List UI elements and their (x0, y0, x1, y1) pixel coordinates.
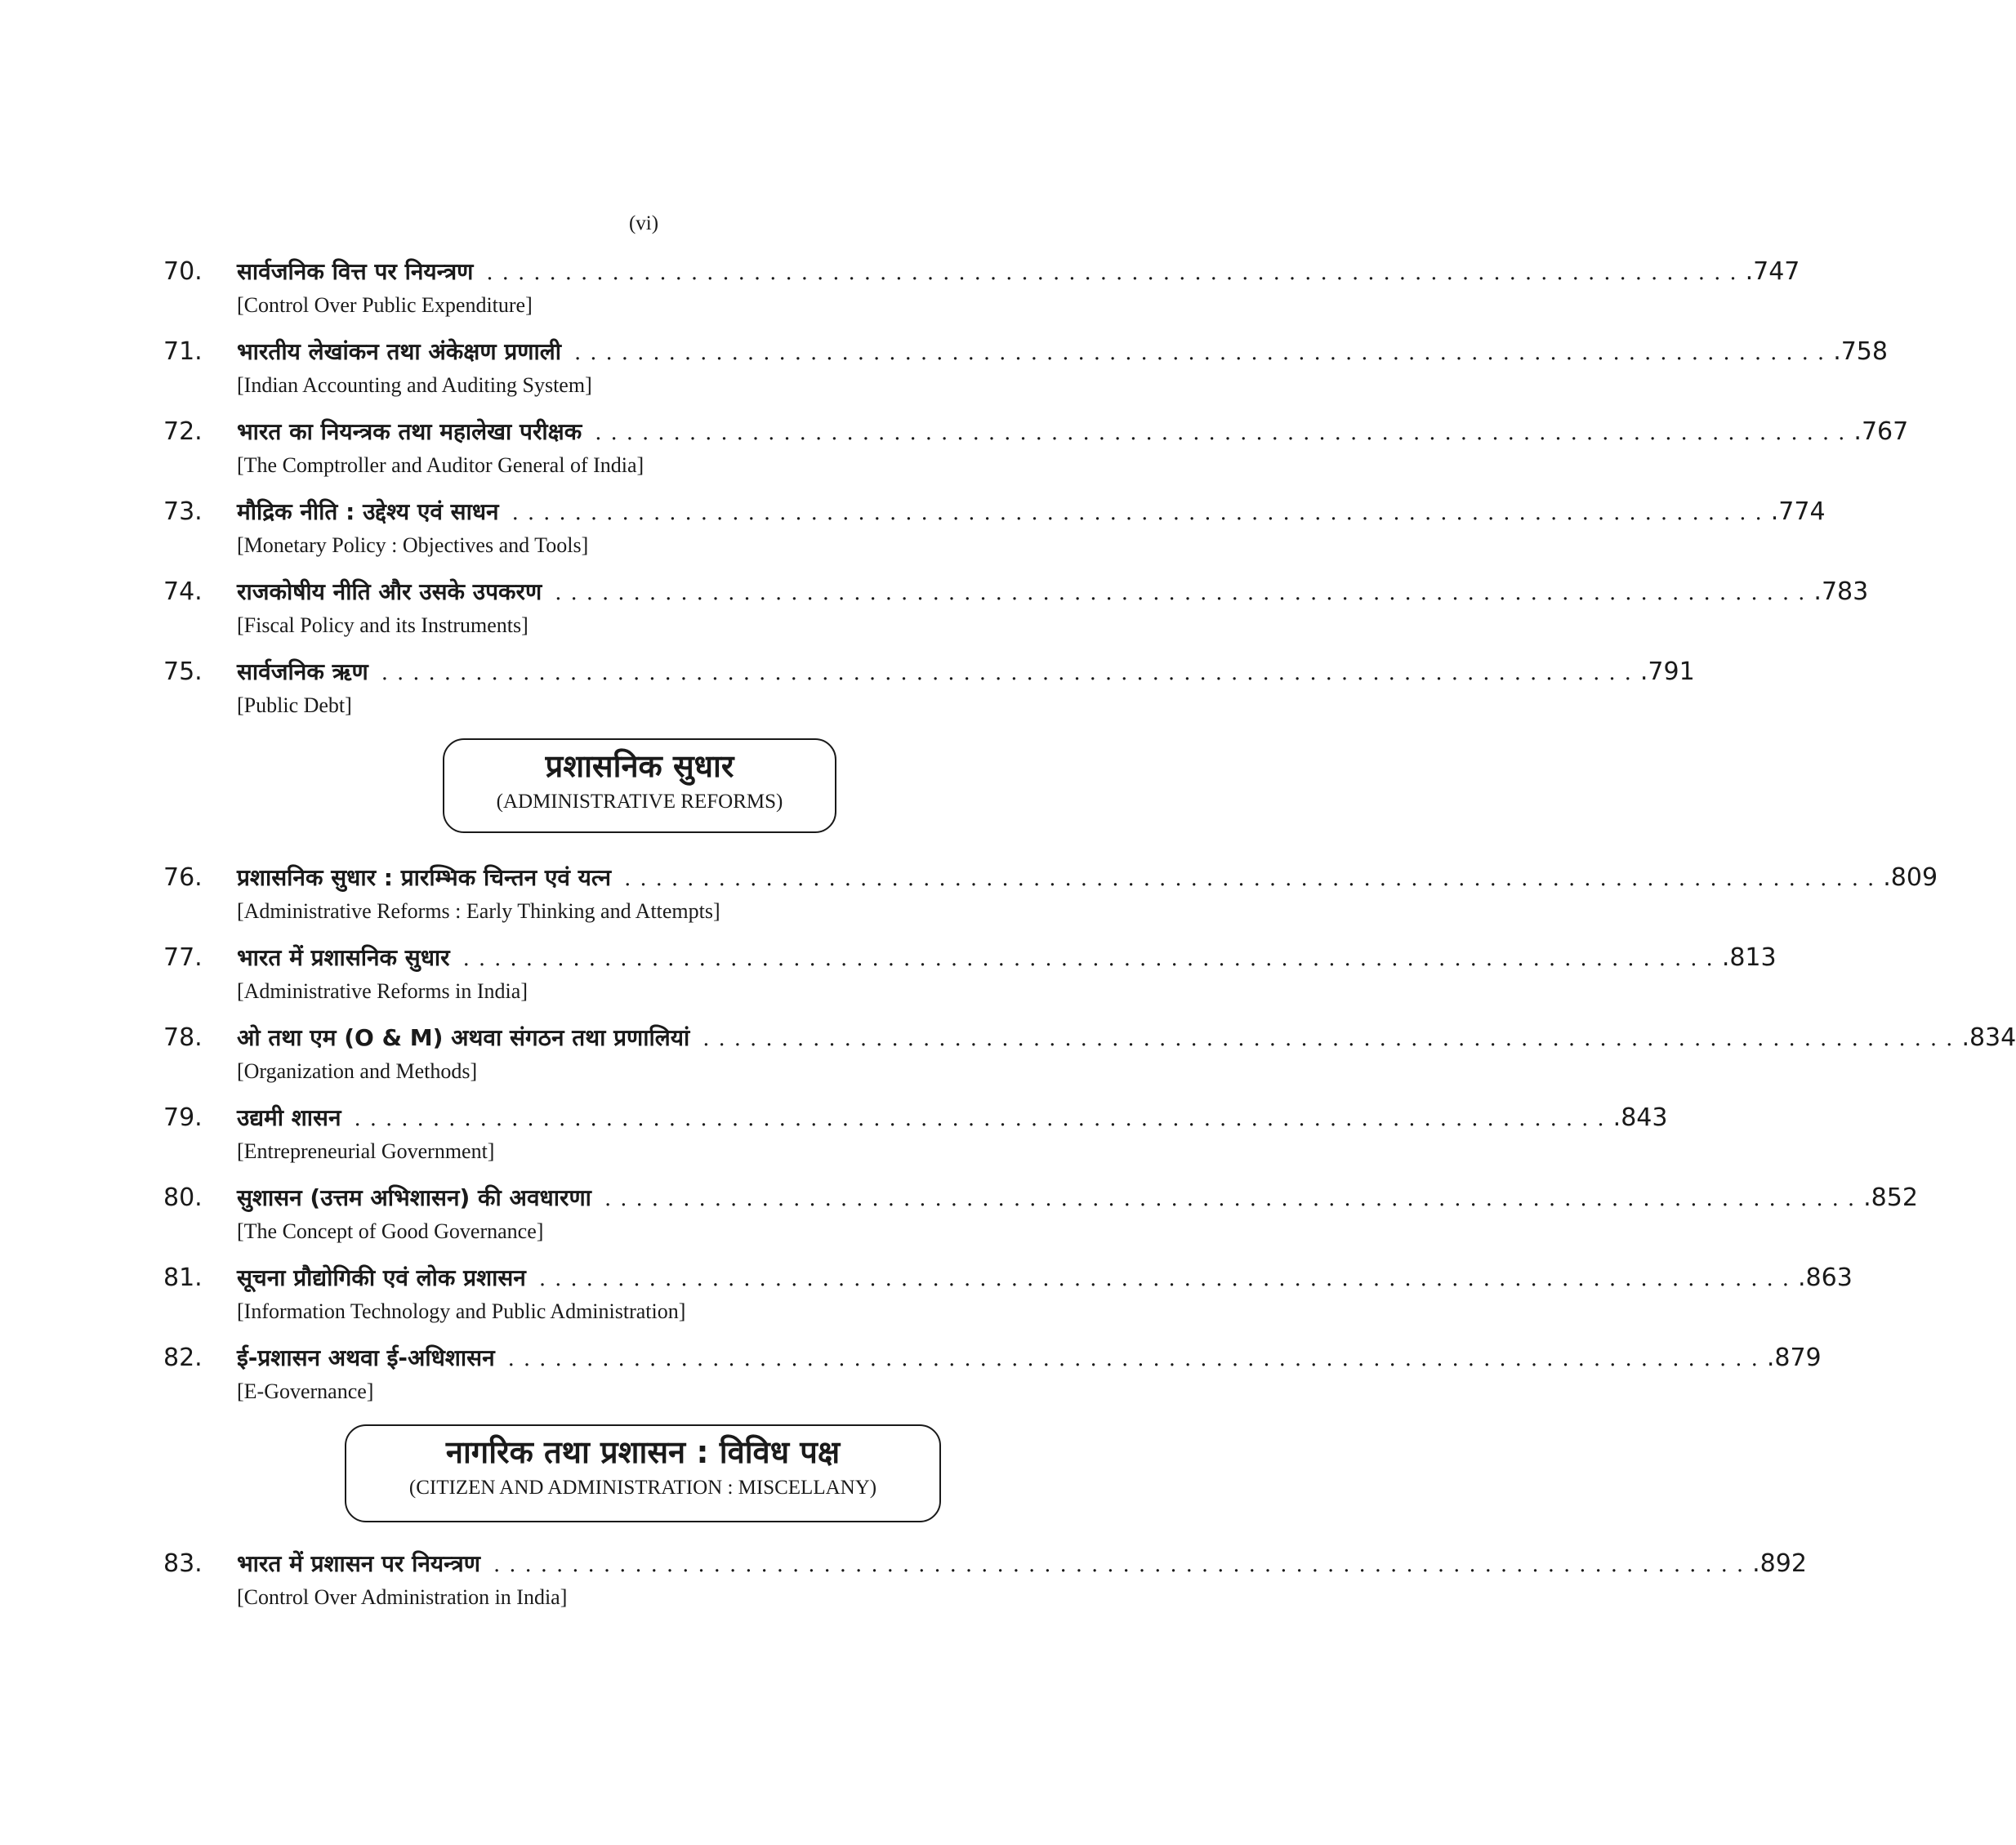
chapter-number: 76. (163, 863, 203, 892)
chapter-page-number: .809 (1883, 863, 1938, 892)
chapter-title-english: [Information Technology and Public Administration] (237, 1299, 686, 1323)
chapter-title-hindi: भारत में प्रशासनिक सुधार (237, 944, 450, 971)
toc-entry (163, 1261, 1853, 1341)
dot-leader: ................................................................................ (555, 581, 1814, 605)
dot-leader: ................................................................................ (624, 867, 1884, 891)
chapter-title-english: [Administrative Reforms : Early Thinking and Attempts] (237, 899, 720, 923)
dot-leader: ................................................................................ (354, 1107, 1613, 1131)
toc-entry (163, 255, 1800, 335)
chapter-title-english: [Indian Accounting and Auditing System] (237, 373, 592, 397)
section-heading-wrap-1 (163, 735, 1127, 861)
chapter-number: 80. (163, 1183, 203, 1212)
chapter-title-hindi: प्रशासनिक सुधार : प्रारम्भिक चिन्तन एवं यत्न (237, 864, 612, 891)
section-heading-hindi: नागरिक तथा प्रशासन : विविध पक्ष (445, 1434, 841, 1470)
dot-leader: ................................................................................ (462, 947, 1722, 971)
chapter-page-number: .783 (1813, 577, 1869, 606)
chapter-title-english: [Fiscal Policy and its Instruments] (237, 613, 529, 637)
toc-entry-line (237, 1101, 1668, 1135)
chapter-title-hindi: भारत में प्रशासन पर नियन्त्रण (237, 1550, 480, 1577)
toc-entry-body (237, 941, 1777, 1006)
toc-entry (163, 655, 1695, 735)
chapter-page-number: .863 (1798, 1263, 1853, 1292)
toc-entry (163, 1101, 1668, 1181)
toc-entry (163, 861, 1938, 941)
section-heading-english: (ADMINISTRATIVE REFORMS) (496, 791, 783, 813)
toc-entry-line (237, 655, 1695, 689)
chapter-title-english: [Control Over Administration in India] (237, 1585, 568, 1609)
dot-leader: ................................................................................ (595, 421, 1854, 445)
toc-entry-line (237, 1547, 1807, 1581)
toc-entry-line (237, 941, 1777, 975)
toc-entry-body (237, 415, 1909, 480)
chapter-number: 73. (163, 497, 203, 526)
chapter-page-number: .747 (1745, 257, 1800, 286)
toc-entry (163, 575, 1869, 655)
chapter-title-english: [Control Over Public Expenditure] (237, 293, 533, 317)
chapter-title-english: [Monetary Policy : Objectives and Tools] (237, 533, 589, 557)
dot-leader: ................................................................................ (507, 1347, 1767, 1371)
toc-group-2 (163, 861, 2016, 1421)
toc-entry-body (237, 1101, 1668, 1166)
chapter-title-english: [Administrative Reforms in India] (237, 979, 528, 1003)
toc-entry-body (237, 255, 1800, 320)
toc-entry-body (237, 861, 1938, 926)
chapter-title-english: [Public Debt] (237, 693, 352, 717)
toc-entry-body (237, 1021, 2016, 1086)
chapter-number: 82. (163, 1344, 203, 1372)
chapter-number: 83. (163, 1549, 203, 1578)
chapter-title-english: [Entrepreneurial Government] (237, 1139, 495, 1163)
page-number: (vi) (628, 212, 659, 234)
toc-entry-body (237, 1261, 1853, 1326)
table-of-contents (163, 255, 2016, 1627)
chapter-page-number: .892 (1752, 1549, 1807, 1578)
dot-leader: ................................................................................ (493, 1553, 1753, 1577)
chapter-number: 74. (163, 577, 203, 606)
toc-entry-line (237, 335, 1888, 369)
section-heading-box (345, 1424, 941, 1522)
section-heading-wrap-2 (163, 1421, 1127, 1547)
dot-leader: ................................................................................ (604, 1187, 1864, 1211)
toc-entry (163, 495, 1826, 575)
chapter-title-hindi: सूचना प्रौद्योगिकी एवं लोक प्रशासन (237, 1264, 526, 1291)
chapter-title-english: [Organization and Methods] (237, 1059, 478, 1083)
toc-entry-body (237, 655, 1695, 720)
toc-group-1 (163, 255, 1909, 735)
toc-entry (163, 1341, 1822, 1421)
toc-entry-line (237, 575, 1869, 609)
chapter-number: 79. (163, 1103, 203, 1132)
toc-entry-line (237, 255, 1800, 289)
section-heading-english: (CITIZEN AND ADMINISTRATION : MISCELLANY) (408, 1477, 877, 1499)
chapter-title-hindi: उद्यमी शासन (237, 1104, 341, 1131)
chapter-title-hindi: सार्वजनिक ऋण (237, 658, 368, 685)
chapter-number: 72. (163, 417, 203, 446)
chapter-number: 78. (163, 1023, 203, 1052)
chapter-page-number: .843 (1612, 1103, 1668, 1132)
chapter-title-hindi: भारत का नियन्त्रक तथा महालेखा परीक्षक (237, 418, 582, 445)
toc-entry-line (237, 1261, 1853, 1295)
toc-entry-body (237, 335, 1888, 400)
chapter-title-hindi: मौद्रिक नीति : उद्देश्य एवं साधन (237, 498, 499, 525)
toc-entry (163, 1547, 1807, 1627)
chapter-number: 81. (163, 1263, 203, 1292)
toc-entry (163, 941, 1777, 1021)
toc-entry-line (237, 1021, 2016, 1055)
chapter-page-number: .879 (1766, 1344, 1822, 1372)
dot-leader: ................................................................................ (381, 661, 1640, 685)
chapter-title-english: [E-Governance] (237, 1379, 374, 1403)
chapter-title-english: [The Concept of Good Governance] (237, 1219, 544, 1243)
toc-entry-line (237, 495, 1826, 529)
toc-entry-line (237, 1181, 1918, 1215)
toc-entry (163, 335, 1888, 415)
dot-leader: ................................................................................ (702, 1027, 1962, 1051)
toc-entry-body (237, 1547, 1807, 1612)
toc-entry (163, 1021, 2016, 1101)
chapter-title-english: [The Comptroller and Auditor General of India] (237, 453, 644, 477)
dot-leader: ................................................................................ (511, 501, 1771, 525)
chapter-number: 70. (163, 257, 203, 286)
chapter-number: 71. (163, 337, 203, 366)
toc-entry-body (237, 1181, 1918, 1246)
dot-leader: ................................................................................ (574, 341, 1834, 365)
chapter-number: 75. (163, 657, 203, 686)
chapter-page-number: .852 (1863, 1183, 1918, 1212)
dot-leader: ................................................................................ (538, 1267, 1798, 1291)
chapter-page-number: .758 (1833, 337, 1888, 366)
toc-group-3 (163, 1547, 1807, 1627)
toc-entry (163, 415, 1909, 495)
toc-entry (163, 1181, 1918, 1261)
chapter-page-number: .813 (1721, 943, 1777, 972)
chapter-title-hindi: राजकोषीय नीति और उसके उपकरण (237, 578, 542, 605)
toc-entry-line (237, 1341, 1822, 1375)
toc-entry-body (237, 1341, 1822, 1406)
chapter-title-hindi: भारतीय लेखांकन तथा अंकेक्षण प्रणाली (237, 338, 562, 365)
toc-entry-body (237, 495, 1826, 560)
section-heading-hindi: प्रशासनिक सुधार (545, 748, 734, 784)
chapter-page-number: .834 (1961, 1023, 2016, 1052)
chapter-title-hindi: ई-प्रशासन अथवा ई-अधिशासन (237, 1344, 495, 1371)
chapter-number: 77. (163, 943, 203, 972)
section-heading-box (443, 738, 836, 833)
chapter-page-number: .774 (1770, 497, 1826, 526)
toc-entry-body (237, 575, 1869, 640)
toc-entry-line (237, 861, 1938, 895)
chapter-title-hindi: सार्वजनिक वित्त पर नियन्त्रण (237, 258, 474, 285)
chapter-title-hindi: सुशासन (उत्तम अभिशासन) की अवधारणा (237, 1184, 591, 1211)
chapter-page-number: .767 (1853, 417, 1909, 446)
chapter-title-hindi: ओ तथा एम (O & M) अथवा संगठन तथा प्रणालियां (237, 1024, 690, 1051)
chapter-page-number: .791 (1639, 657, 1695, 686)
toc-entry-line (237, 415, 1909, 449)
dot-leader: ................................................................................ (486, 261, 1746, 285)
